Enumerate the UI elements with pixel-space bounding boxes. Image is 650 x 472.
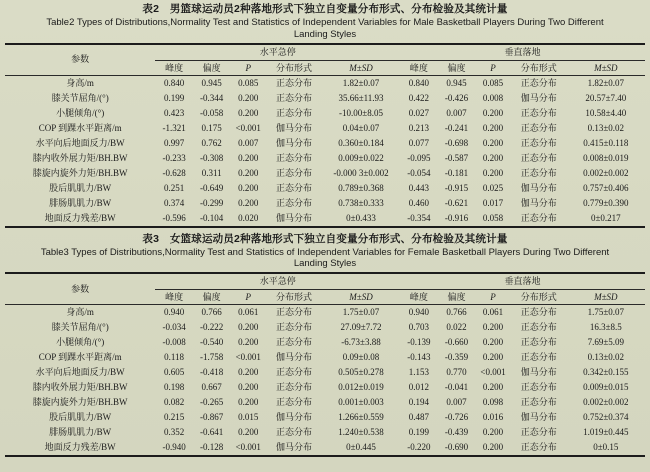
value-cell: -0.058 — [200, 107, 224, 118]
value-cell: -0.054 — [407, 167, 431, 178]
value-cell: 正态分布 — [520, 167, 557, 178]
parameter-cell: 小腿倾角/(°) — [56, 107, 105, 118]
table2-h2-kurtosis: 峰度 — [400, 60, 438, 75]
parameter-cell: 身高/m — [66, 307, 94, 317]
table2-param-column-header: 参数 — [5, 44, 155, 76]
value-cell: -0.041 — [444, 382, 469, 392]
parameter-cell: 小腿倾角/(°) — [56, 337, 105, 347]
value-cell: 0.015 — [238, 412, 259, 422]
parameter-cell: 膝关节屈角/(°) — [51, 322, 109, 332]
value-cell: 0.840 — [163, 77, 185, 88]
value-cell: 0.200 — [238, 182, 259, 193]
value-cell: -0.344 — [200, 92, 224, 103]
table2-h2-skewness: 偏度 — [438, 60, 476, 75]
table2-group-header-vertical-landing: 垂直落地 — [400, 44, 645, 61]
value-cell: 正态分布 — [520, 382, 557, 392]
value-cell: 0.200 — [482, 352, 504, 362]
table3-h1-skewness: 偏度 — [193, 290, 231, 305]
table2-caption-line2: Landing Styles — [293, 28, 357, 40]
table-row — [5, 410, 645, 425]
value-cell: 0.487 — [408, 412, 430, 422]
value-cell: 0.061 — [482, 307, 504, 317]
value-cell: 正态分布 — [520, 152, 557, 163]
value-cell: 0.757±0.406 — [583, 182, 629, 193]
value-cell: 0.016 — [482, 412, 504, 422]
value-cell: <0.001 — [480, 367, 506, 377]
value-cell: 0.945 — [201, 77, 222, 88]
table3-h1-mean-sd: M±SD — [322, 290, 400, 305]
value-cell: 0.770 — [446, 367, 467, 377]
table2-h1-distribution-type: 分布形式 — [266, 60, 322, 75]
value-cell: -0.359 — [444, 352, 469, 362]
value-cell: 伽马分布 — [520, 182, 557, 193]
value-cell: 正态分布 — [520, 307, 557, 317]
value-cell: 0.09±0.08 — [342, 352, 380, 362]
table-row — [5, 335, 645, 350]
value-cell: 0.605 — [163, 367, 185, 377]
value-cell: 0.200 — [482, 442, 504, 452]
value-cell: 伽马分布 — [520, 367, 557, 377]
value-cell: 0.13±0.02 — [587, 122, 625, 133]
value-cell: 0.200 — [238, 107, 259, 118]
value-cell: 0.061 — [238, 307, 259, 317]
value-cell: 0.009±0.022 — [338, 152, 384, 163]
value-cell: -0.649 — [200, 182, 224, 193]
value-cell: 0.077 — [408, 137, 430, 148]
value-cell: -0.181 — [444, 167, 469, 178]
value-cell: -0.426 — [444, 92, 469, 103]
table-row — [5, 166, 645, 181]
value-cell: 1.153 — [408, 367, 430, 377]
value-cell: 伽马分布 — [275, 212, 312, 223]
value-cell: 0.342±0.155 — [583, 367, 629, 377]
value-cell: -0.418 — [200, 367, 224, 377]
value-cell: 0.200 — [482, 122, 504, 133]
value-cell: 1.75±0.07 — [342, 307, 380, 317]
value-cell: 0.200 — [238, 367, 259, 377]
parameter-cell: 股后肌肌力/BW — [49, 182, 112, 193]
value-cell: 0.352 — [163, 427, 185, 437]
value-cell: 正态分布 — [275, 307, 312, 317]
value-cell: -0.034 — [162, 322, 186, 332]
value-cell: 伽马分布 — [275, 442, 312, 452]
value-cell: -0.596 — [162, 212, 186, 223]
value-cell: 0.027 — [408, 107, 430, 118]
value-cell: 0.779±0.390 — [583, 197, 629, 208]
parameter-cell: 地面反力残差/BW — [44, 442, 116, 452]
parameter-cell: 膝旋内旋外力矩/BH.BW — [32, 397, 128, 407]
table-row — [5, 106, 645, 121]
value-cell: 0.200 — [238, 322, 259, 332]
table2-h2-p-value: P — [475, 60, 511, 75]
value-cell: -0.698 — [444, 137, 469, 148]
value-cell: 0.200 — [482, 427, 504, 437]
table2-caption-line1: Table2 Types of Distributions,Normality Test and Statistics of Independent Variables for Male Basketball Players During Two Different — [46, 17, 604, 28]
table2 — [5, 43, 645, 228]
parameter-cell: 膝关节屈角/(°) — [51, 92, 109, 103]
table3-h2-mean-sd: M±SD — [567, 290, 645, 305]
value-cell: -0.000 3±0.002 — [333, 167, 389, 178]
table3 — [5, 272, 645, 457]
value-cell: 0.002±0.002 — [583, 167, 629, 178]
value-cell: 0.008±0.019 — [583, 152, 629, 163]
value-cell: 0.082 — [163, 397, 185, 407]
value-cell: 正态分布 — [275, 397, 312, 407]
value-cell: 0.505±0.278 — [338, 367, 384, 377]
value-cell: 0.200 — [238, 382, 259, 392]
value-cell: 1.019±0.445 — [583, 427, 629, 437]
value-cell: 正态分布 — [275, 182, 312, 193]
value-cell: 0.025 — [482, 182, 504, 193]
value-cell: -0.143 — [407, 352, 431, 362]
value-cell: 1.82±0.07 — [342, 77, 380, 88]
table-row — [5, 121, 645, 136]
value-cell: 正态分布 — [520, 427, 557, 437]
table-row — [5, 305, 645, 321]
value-cell: 正态分布 — [520, 77, 557, 88]
value-cell: -0.095 — [407, 152, 431, 163]
table2-h2-distribution-type: 分布形式 — [511, 60, 567, 75]
value-cell: <0.001 — [235, 352, 261, 362]
value-cell: 0.422 — [408, 92, 430, 103]
parameter-cell: 膝内收外展力矩/BH.BW — [32, 382, 128, 392]
value-cell: 0.200 — [482, 337, 504, 347]
value-cell: 1.82±0.07 — [587, 77, 625, 88]
value-cell: 0.007 — [446, 397, 467, 407]
value-cell: 0.002±0.002 — [583, 397, 629, 407]
table-row — [5, 136, 645, 151]
value-cell: 0±0.445 — [346, 442, 376, 452]
value-cell: 0.789±0.368 — [338, 182, 384, 193]
value-cell: -0.641 — [200, 427, 224, 437]
parameter-cell: 膝旋内旋外力矩/BH.BW — [32, 167, 128, 178]
value-cell: 正态分布 — [520, 137, 557, 148]
value-cell: 1.240±0.538 — [338, 427, 384, 437]
table3-group-header-vertical-landing: 垂直落地 — [400, 273, 645, 290]
table3-h1-distribution-type: 分布形式 — [266, 290, 322, 305]
table-row — [5, 395, 645, 410]
value-cell: 正态分布 — [520, 337, 557, 347]
value-cell: 0±0.433 — [346, 212, 376, 223]
table3-group-header-row — [5, 273, 645, 290]
value-cell: 正态分布 — [275, 152, 312, 163]
table-row — [5, 365, 645, 380]
parameter-cell: COP 到踝水平距离/m — [38, 352, 122, 362]
table3-title-zh: 表3 女篮球运动员2种落地形式下独立自变量分布形式、分布检验及其统计量 — [142, 232, 508, 245]
value-cell: -6.73±3.88 — [341, 337, 381, 347]
value-cell: 0.374 — [163, 197, 185, 208]
value-cell: -1.321 — [162, 122, 186, 133]
value-cell: 0.200 — [482, 382, 504, 392]
value-cell: 0.085 — [238, 77, 259, 88]
value-cell: 0.020 — [238, 212, 259, 223]
table3-h2-p-value: P — [475, 290, 511, 305]
value-cell: 正态分布 — [520, 442, 557, 452]
value-cell: -0.265 — [200, 397, 224, 407]
value-cell: -0.940 — [162, 442, 186, 452]
table2-h1-mean-sd: M±SD — [322, 60, 400, 75]
value-cell: 0.940 — [408, 307, 430, 317]
value-cell: -0.354 — [407, 212, 431, 223]
table2-group-header-row — [5, 44, 645, 61]
table2-title-zh: 表2 男篮球运动员2种落地形式下独立自变量分布形式、分布检验及其统计量 — [142, 3, 508, 15]
table2-section — [5, 3, 645, 228]
value-cell: -0.628 — [162, 167, 186, 178]
value-cell: -0.915 — [444, 182, 469, 193]
value-cell: 16.3±8.5 — [589, 322, 622, 332]
value-cell: 0.04±0.07 — [342, 122, 380, 133]
value-cell: 0.945 — [446, 77, 467, 88]
value-cell: 0.460 — [408, 197, 430, 208]
value-cell: 0.200 — [238, 92, 259, 103]
value-cell: 正态分布 — [520, 212, 557, 223]
value-cell: 0.012 — [408, 382, 430, 392]
value-cell: 0.007 — [446, 107, 467, 118]
value-cell: 伽马分布 — [520, 197, 557, 208]
value-cell: -0.916 — [444, 212, 469, 223]
parameter-cell: 膝内收外展力矩/BH.BW — [32, 152, 128, 163]
table-row — [5, 440, 645, 456]
value-cell: 0.415±0.118 — [583, 137, 629, 148]
value-cell: -0.008 — [162, 337, 186, 347]
value-cell: 伽马分布 — [520, 92, 557, 103]
table2-h1-skewness: 偏度 — [193, 60, 231, 75]
value-cell: 0.017 — [482, 197, 504, 208]
value-cell: 正态分布 — [275, 367, 312, 377]
table-row — [5, 151, 645, 166]
table-row — [5, 380, 645, 395]
value-cell: 正态分布 — [520, 122, 557, 133]
value-cell: 正态分布 — [520, 397, 557, 407]
value-cell: 0.703 — [408, 322, 430, 332]
table2-h1-p-value: P — [230, 60, 266, 75]
table3-h2-kurtosis: 峰度 — [400, 290, 438, 305]
value-cell: 0.200 — [238, 397, 259, 407]
table3-h2-skewness: 偏度 — [438, 290, 476, 305]
table2-group-header-horizontal-stop: 水平急停 — [155, 44, 400, 61]
value-cell: 0.007 — [238, 137, 259, 148]
value-cell: 27.09±7.72 — [340, 322, 382, 332]
table3-caption-line2: Landing Styles — [293, 258, 357, 269]
value-cell: 伽马分布 — [275, 122, 312, 133]
table3-group-header-horizontal-stop: 水平急停 — [155, 273, 400, 290]
value-cell: 0.200 — [238, 167, 259, 178]
value-cell: 0.738±0.333 — [338, 197, 384, 208]
value-cell: -0.660 — [444, 337, 469, 347]
value-cell: -10.00±8.05 — [339, 107, 383, 118]
value-cell: 0.009±0.015 — [583, 382, 629, 392]
table3-h1-p-value: P — [230, 290, 266, 305]
value-cell: 0.199 — [163, 92, 185, 103]
value-cell: 伽马分布 — [275, 352, 312, 362]
value-cell: 正态分布 — [520, 322, 557, 332]
value-cell: 0±0.15 — [593, 442, 619, 452]
value-cell: 0.200 — [482, 107, 504, 118]
table2-caption-en — [9, 17, 641, 40]
table-row — [5, 211, 645, 227]
table-row — [5, 181, 645, 196]
value-cell: 0.001±0.003 — [338, 397, 384, 407]
value-cell: 正态分布 — [275, 167, 312, 178]
value-cell: 0.423 — [163, 107, 185, 118]
table-row — [5, 91, 645, 106]
value-cell: 伽马分布 — [520, 412, 557, 422]
value-cell: 0.085 — [482, 77, 504, 88]
value-cell: 7.69±5.09 — [587, 337, 625, 347]
value-cell: -0.233 — [162, 152, 186, 163]
table2-body — [5, 75, 645, 227]
value-cell: 0.200 — [238, 337, 259, 347]
parameter-cell: COP 到踝水平距离/m — [38, 122, 122, 133]
parameter-cell: 腓肠肌肌力/BW — [49, 427, 112, 437]
value-cell: 0.840 — [408, 77, 430, 88]
value-cell: 正态分布 — [275, 107, 312, 118]
value-cell: -0.587 — [444, 152, 469, 163]
value-cell: -0.128 — [200, 442, 224, 452]
value-cell: <0.001 — [235, 122, 261, 133]
value-cell: -0.439 — [444, 427, 469, 437]
value-cell: 0.012±0.019 — [338, 382, 384, 392]
value-cell: -0.222 — [200, 322, 224, 332]
value-cell: -0.220 — [407, 442, 431, 452]
table3-caption-en — [9, 247, 641, 270]
value-cell: 0.198 — [163, 382, 185, 392]
value-cell: 0.311 — [201, 167, 222, 178]
value-cell: 0.200 — [482, 137, 504, 148]
value-cell: -0.308 — [200, 152, 224, 163]
table3-h2-distribution-type: 分布形式 — [511, 290, 567, 305]
value-cell: 0.13±0.02 — [587, 352, 625, 362]
value-cell: 10.58±4.40 — [585, 107, 627, 118]
value-cell: 0.940 — [163, 307, 185, 317]
table-row — [5, 75, 645, 91]
value-cell: -0.104 — [200, 212, 224, 223]
value-cell: 0.251 — [163, 182, 185, 193]
value-cell: -0.726 — [444, 412, 469, 422]
value-cell: 伽马分布 — [275, 412, 312, 422]
value-cell: 0.215 — [163, 412, 185, 422]
value-cell: 0.200 — [238, 427, 259, 437]
value-cell: 0.766 — [446, 307, 467, 317]
value-cell: 0.213 — [408, 122, 430, 133]
value-cell: 伽马分布 — [275, 137, 312, 148]
value-cell: 正态分布 — [275, 197, 312, 208]
value-cell: 0.766 — [201, 307, 222, 317]
value-cell: 0.098 — [482, 397, 504, 407]
value-cell: 正态分布 — [520, 352, 557, 362]
value-cell: 0.175 — [201, 122, 222, 133]
value-cell: 0.997 — [163, 137, 185, 148]
table-row — [5, 350, 645, 365]
value-cell: <0.001 — [235, 442, 261, 452]
parameter-cell: 水平向后地面反力/BW — [35, 367, 125, 377]
value-cell: 0.200 — [482, 322, 504, 332]
parameter-cell: 身高/m — [66, 77, 94, 88]
value-cell: 正态分布 — [275, 337, 312, 347]
value-cell: -0.621 — [444, 197, 469, 208]
value-cell: 35.66±11.93 — [338, 92, 384, 103]
table-row — [5, 196, 645, 211]
value-cell: 20.57±7.40 — [585, 92, 627, 103]
table2-h2-mean-sd: M±SD — [567, 60, 645, 75]
table3-h1-kurtosis: 峰度 — [155, 290, 193, 305]
value-cell: -0.540 — [200, 337, 224, 347]
value-cell: -0.139 — [407, 337, 431, 347]
table2-h1-kurtosis: 峰度 — [155, 60, 193, 75]
value-cell: 0.200 — [482, 167, 504, 178]
value-cell: 1.266±0.559 — [338, 412, 384, 422]
value-cell: 0.058 — [482, 212, 504, 223]
value-cell: 0.200 — [238, 197, 259, 208]
value-cell: 正态分布 — [275, 427, 312, 437]
table3-caption-line1: Table3 Types of Distributions,Normality Test and Statistics of Independent Variables for Female Basketball Players During Two Different — [40, 246, 610, 258]
value-cell: 0.194 — [408, 397, 430, 407]
value-cell: 正态分布 — [520, 107, 557, 118]
value-cell: -0.867 — [200, 412, 224, 422]
table3-section — [5, 233, 645, 458]
parameter-cell: 水平向后地面反力/BW — [35, 137, 125, 148]
parameter-cell: 腓肠肌肌力/BW — [49, 197, 112, 208]
value-cell: 正态分布 — [275, 77, 312, 88]
value-cell: -0.299 — [200, 197, 224, 208]
parameter-cell: 地面反力残差/BW — [44, 212, 116, 223]
value-cell: 0.752±0.374 — [583, 412, 629, 422]
value-cell: 1.75±0.07 — [587, 307, 625, 317]
value-cell: 0.200 — [238, 152, 259, 163]
value-cell: 0.008 — [482, 92, 504, 103]
value-cell: 正态分布 — [275, 322, 312, 332]
value-cell: 0.762 — [201, 137, 222, 148]
value-cell: 0.199 — [408, 427, 430, 437]
table3-param-column-header: 参数 — [5, 273, 155, 305]
table-row — [5, 320, 645, 335]
value-cell: 正态分布 — [275, 92, 312, 103]
value-cell: 0.667 — [201, 382, 222, 392]
value-cell: 0.360±0.184 — [338, 137, 384, 148]
value-cell: 0.022 — [446, 322, 467, 332]
value-cell: 正态分布 — [275, 382, 312, 392]
value-cell: -1.758 — [200, 352, 224, 362]
table3-body — [5, 305, 645, 457]
value-cell: 0.443 — [408, 182, 430, 193]
value-cell: 0.200 — [482, 152, 504, 163]
parameter-cell: 股后肌肌力/BW — [49, 412, 112, 422]
value-cell: -0.690 — [444, 442, 469, 452]
value-cell: 0±0.217 — [590, 212, 621, 223]
value-cell: 0.118 — [164, 352, 185, 362]
value-cell: -0.241 — [444, 122, 469, 133]
table-row — [5, 425, 645, 440]
